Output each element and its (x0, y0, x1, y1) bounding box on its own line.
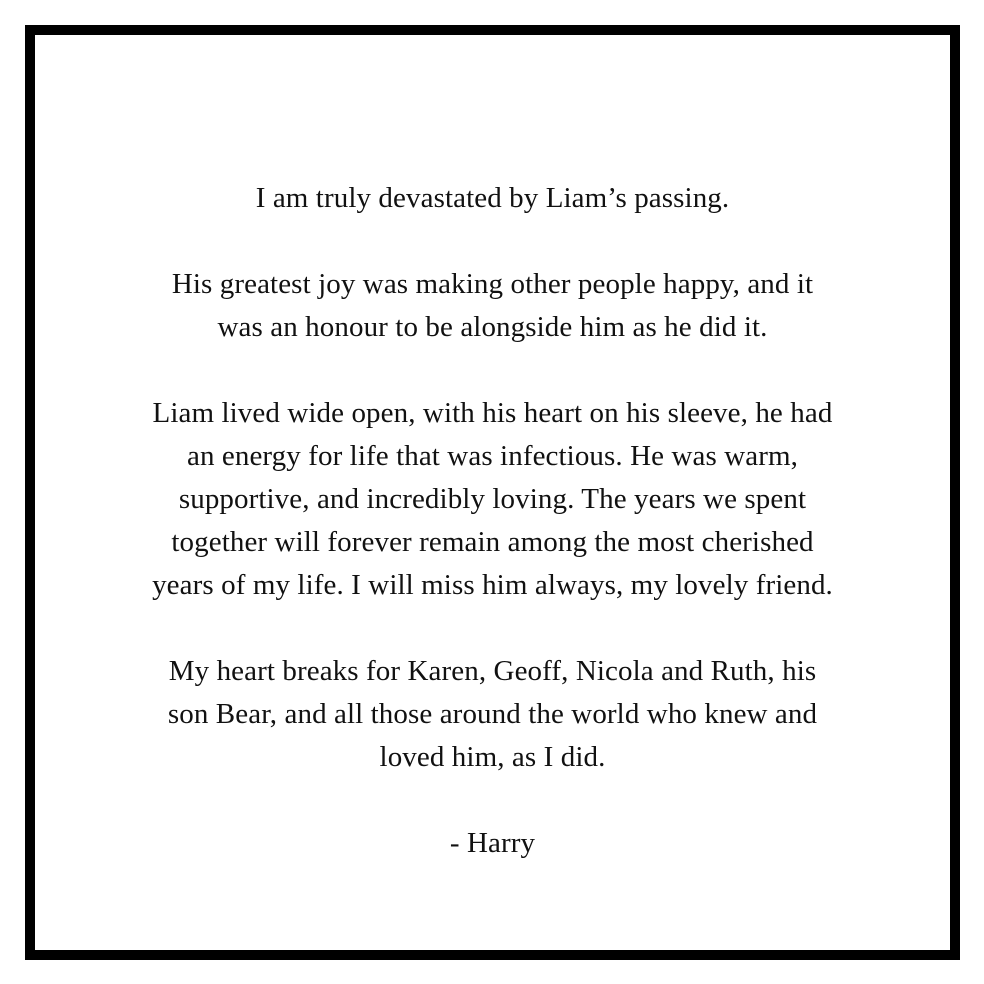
statement-frame (25, 25, 960, 960)
paragraph-line: His greatest joy was making other people happy, and it (171, 268, 814, 300)
paragraph-3 (35, 392, 950, 607)
paragraph-line: son Bear, and all those around the world who knew and (167, 698, 818, 730)
paragraph-line: I am truly devastated by Liam’s passing. (255, 182, 730, 214)
signature-text: - Harry (449, 827, 536, 859)
statement-text (35, 177, 950, 865)
paragraph-line: an energy for life that was infectious. He was warm, (186, 440, 799, 472)
paragraph-line: My heart breaks for Karen, Geoff, Nicola and Ruth, his (168, 655, 817, 687)
paragraph-4 (35, 650, 950, 779)
paragraph-line: together will forever remain among the most cherished (171, 526, 814, 558)
paragraph-1 (35, 177, 950, 220)
paragraph-2 (35, 263, 950, 349)
paragraph-line: loved him, as I did. (379, 741, 606, 773)
signature (35, 822, 950, 865)
paragraph-line: was an honour to be alongside him as he did it. (217, 311, 768, 343)
paragraph-line: Liam lived wide open, with his heart on his sleeve, he had (152, 397, 833, 429)
paragraph-line: supportive, and incredibly loving. The years we spent (178, 483, 807, 515)
paragraph-line: years of my life. I will miss him always, my lovely friend. (152, 569, 833, 601)
